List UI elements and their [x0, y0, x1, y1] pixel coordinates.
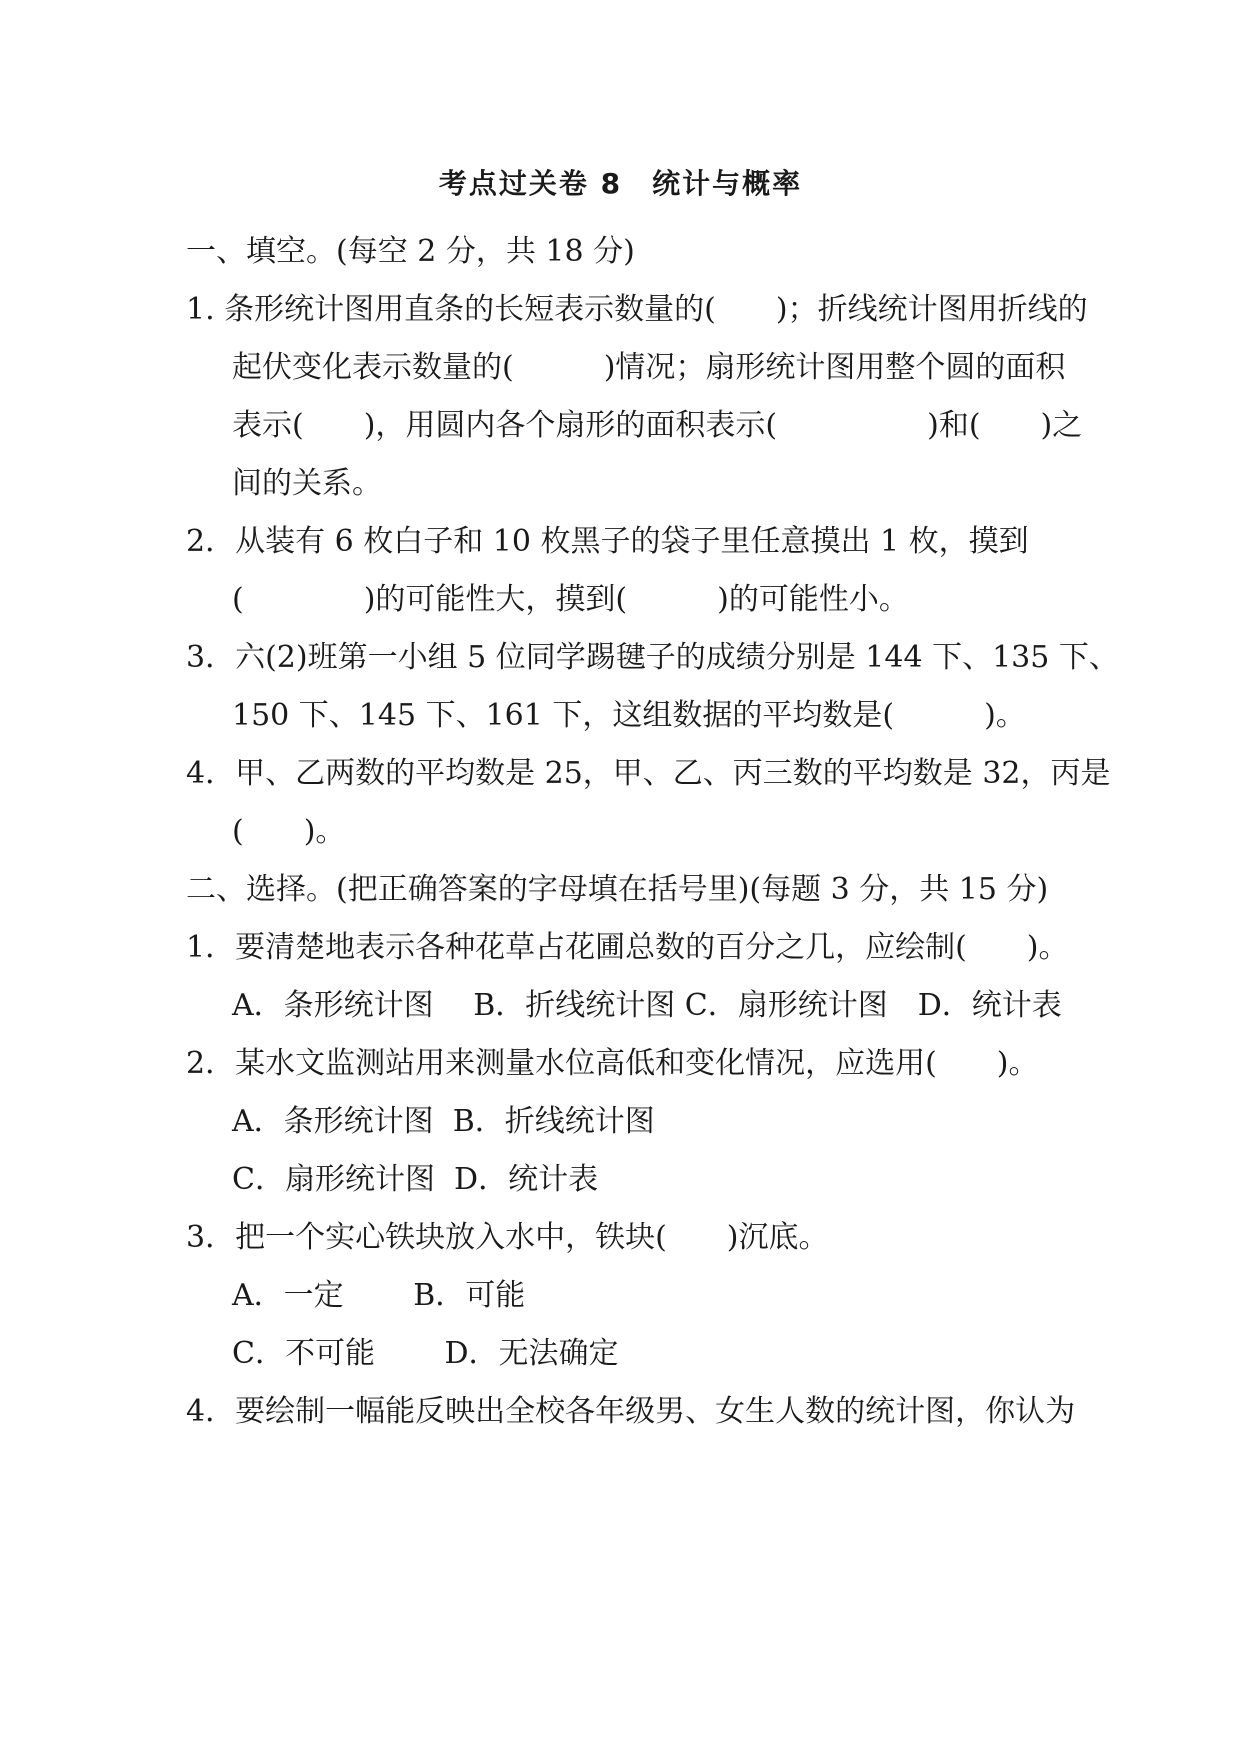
- options-line: A．一定 B．可能: [232, 1278, 526, 1313]
- section-header: 一、填空。(每空 2 分，共 18 分): [186, 234, 635, 269]
- question-line: 表示( )，用圆内各个扇形的面积表示( )和( )之: [232, 408, 1083, 443]
- section-header: 二、选择。(把正确答案的字母填在括号里)(每题 3 分，共 15 分): [186, 872, 1049, 907]
- question-line: ( )的可能性大，摸到( )的可能性小。: [232, 582, 909, 617]
- question-line: 4．甲、乙两数的平均数是 25，甲、乙、丙三数的平均数是 32，丙是: [186, 756, 1111, 791]
- question-line: 1. 条形统计图用直条的长短表示数量的( )；折线统计图用折线的: [186, 292, 1088, 327]
- options-line: C．不可能 D．无法确定: [232, 1336, 619, 1371]
- page-title: 考点过关卷 8 统计与概率: [438, 167, 803, 200]
- options-line: A．条形统计图 B．折线统计图 C．扇形统计图 D．统计表: [232, 988, 1062, 1023]
- question-line: 4．要绘制一幅能反映出全校各年级男、女生人数的统计图，你认为: [186, 1394, 1076, 1429]
- question-line: 2．某水文监测站用来测量水位高低和变化情况，应选用( )。: [186, 1046, 1039, 1081]
- question-line: 2．从装有 6 枚白子和 10 枚黑子的袋子里任意摸出 1 枚，摸到: [186, 524, 1029, 559]
- question-line: 起伏变化表示数量的( )情况；扇形统计图用整个圆的面积: [232, 350, 1066, 385]
- question-line: 间的关系。: [232, 466, 382, 501]
- options-line: A．条形统计图 B．折线统计图: [232, 1104, 655, 1139]
- options-line: C．扇形统计图 D．统计表: [232, 1162, 599, 1197]
- question-line: ( )。: [232, 814, 346, 849]
- question-line: 1．要清楚地表示各种花草占花圃总数的百分之几，应绘制( )。: [186, 930, 1069, 965]
- question-line: 150 下、145 下、161 下，这组数据的平均数是( )。: [232, 698, 1026, 733]
- question-line: 3．把一个实心铁块放入水中，铁块( )沉底。: [186, 1220, 829, 1255]
- question-line: 3．六(2)班第一小组 5 位同学踢毽子的成绩分别是 144 下、135 下、: [186, 640, 1119, 675]
